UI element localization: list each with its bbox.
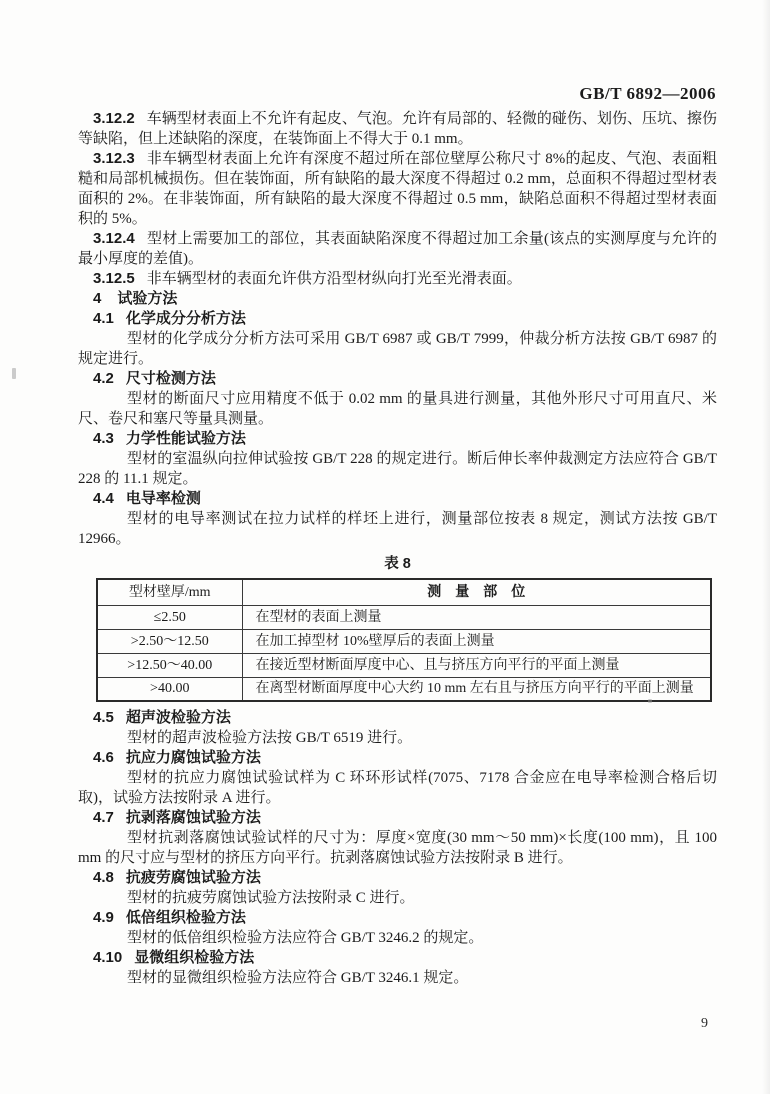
clause-paragraph — [78, 149, 717, 229]
clause-number: 3.12.4 — [93, 230, 135, 247]
chapter-number: 4 — [93, 290, 102, 307]
subclause-body: 型材的化学成分分析方法可采用 GB/T 6987 或 GB/T 7999，仲裁分析方法按 GB/T 6987 的规定进行。 — [78, 331, 717, 367]
subclause-body: 型材的抗疲劳腐蚀试验方法按附录 C 进行。 — [127, 890, 415, 906]
table-row — [97, 629, 711, 653]
clause-number: 3.12.2 — [93, 110, 135, 127]
clause-text: 车辆型材表面上不允许有起皮、气泡。允许有局部的、轻微的碰伤、划伤、压坑、擦伤等缺陷，但上述缺陷的深度，在装饰面上不得大于 0.1 mm。 — [78, 111, 717, 147]
clause-paragraph — [78, 109, 717, 149]
subclause-number: 4.6 — [93, 749, 114, 766]
subclause-title: 化学成分分析方法 — [125, 310, 246, 327]
subclause-body: 型材的室温纵向拉伸试验按 GB/T 228 的规定进行。断后伸长率仲裁测定方法应符合 GB/T 228 的 11.1 规定。 — [78, 451, 717, 487]
subclause-number: 4.2 — [93, 370, 114, 387]
subclause-number: 4.8 — [93, 869, 114, 886]
clause-text: 非车辆型材表面上允许有深度不超过所在部位壁厚公称尺寸 8%的起皮、气泡、表面粗糙和局部机械损伤。但在装饰面，所有缺陷的最大深度不得超过 0.2 mm，总面积不得超过型材表面积的 2%。在非装饰面，所有缺陷的最大深度不得超过 0.5 mm，缺陷总面积不得超过型材表面积的 5%。 — [78, 151, 717, 227]
clause-text: 型材上需要加工的部位，其表面缺陷深度不得超过加工余量(该点的实测厚度与允许的最小厚度的差值)。 — [78, 231, 717, 267]
subclause-body: 型材的抗应力腐蚀试验试样为 C 环环形试样(7075、7178 合金应在电导率检测合格后切取)，试验方法按附录 A 进行。 — [78, 770, 717, 806]
subclause-heading — [78, 748, 717, 768]
subclause-number: 4.10 — [93, 949, 123, 966]
subclause-title: 显微组织检验方法 — [134, 949, 255, 966]
table-row — [97, 677, 711, 701]
document-body — [78, 109, 717, 988]
table-cell: >12.50～40.00 — [97, 653, 242, 677]
scan-artifact-mark — [12, 368, 16, 379]
table-row — [97, 605, 711, 629]
table-cell: 在加工掉型材 10%壁厚后的表面上测量 — [242, 629, 711, 653]
clause-text: 非车辆型材的表面允许供方沿型材纵向打光至光滑表面。 — [146, 271, 522, 287]
subclause-number: 4.5 — [93, 709, 114, 726]
chapter-heading — [78, 289, 717, 309]
table-8-head — [97, 579, 711, 605]
table-col-header: 测 量 部 位 — [242, 579, 711, 605]
subclause-heading — [78, 489, 717, 509]
table-cell: ≤2.50 — [97, 605, 242, 629]
subclause-body: 型材抗剥落腐蚀试验试样的尺寸为：厚度×宽度(30 mm～50 mm)×长度(100 mm)，且 100 mm 的尺寸应与型材的挤压方向平行。抗剥落腐蚀试验方法按附录 B 进行。 — [78, 830, 717, 866]
table-cell: 在型材的表面上测量 — [242, 605, 711, 629]
table-cell: >2.50～12.50 — [97, 629, 242, 653]
subclause-title: 尺寸检测方法 — [125, 370, 216, 387]
clause-number: 3.12.5 — [93, 270, 135, 287]
subclause-body: 型材的显微组织检验方法应符合 GB/T 3246.1 规定。 — [127, 970, 469, 986]
table-cell: >40.00 — [97, 677, 242, 701]
subclause-body: 型材的超声波检验方法按 GB/T 6519 进行。 — [127, 730, 413, 746]
subclause-number: 4.1 — [93, 310, 114, 327]
subclause-body: 型材的断面尺寸应用精度不低于 0.02 mm 的量具进行测量，其他外形尺寸可用直尺、米尺、卷尺和塞尺等量具测量。 — [78, 391, 717, 427]
subclause-number: 4.3 — [93, 430, 114, 447]
subclause-number: 4.9 — [93, 909, 114, 926]
table-header-row — [97, 579, 711, 605]
clause-number: 3.12.3 — [93, 150, 135, 167]
subclause-body: 型材的低倍组织检验方法应符合 GB/T 3246.2 的规定。 — [127, 930, 484, 946]
clause-paragraph — [78, 229, 717, 269]
subclause-title: 低倍组织检验方法 — [125, 909, 246, 926]
subclause-heading — [78, 429, 717, 449]
table-cell: 在接近型材断面厚度中心、且与挤压方向平行的平面上测量 — [242, 653, 711, 677]
subclause-heading — [78, 369, 717, 389]
subclause-title: 力学性能试验方法 — [125, 430, 246, 447]
subclause-title: 电导率检测 — [125, 490, 201, 507]
scan-edge-shadow — [762, 0, 770, 1094]
subclause-title: 抗应力腐蚀试验方法 — [125, 749, 261, 766]
subclause-number: 4.4 — [93, 490, 114, 507]
subclause-heading — [78, 808, 717, 828]
chapter-title: 试验方法 — [117, 290, 178, 307]
subclause-number: 4.7 — [93, 809, 114, 826]
table-col-header: 型材壁厚/mm — [97, 579, 242, 605]
subclause-title: 抗疲劳腐蚀试验方法 — [125, 869, 261, 886]
page-number: 9 — [701, 1016, 708, 1031]
subclause-heading — [78, 708, 717, 728]
subclause-title: 超声波检验方法 — [125, 709, 231, 726]
table-caption: 表 8 — [384, 556, 411, 572]
subclause-heading — [78, 309, 717, 329]
subclause-title: 抗剥落腐蚀试验方法 — [125, 809, 261, 826]
subclause-heading — [78, 908, 717, 928]
table-8 — [96, 578, 712, 702]
standard-number-header: GB/T 6892—2006 — [579, 84, 716, 103]
subclause-body: 型材的电导率测试在拉力试样的样坯上进行，测量部位按表 8 规定，测试方法按 GB/T 12966。 — [78, 511, 717, 547]
clause-paragraph — [78, 269, 717, 289]
table-row — [97, 653, 711, 677]
subclause-heading — [78, 948, 717, 968]
table-8-body — [97, 605, 711, 701]
table-cell: 在离型材断面厚度中心大约 10 mm 左右且与挤压方向平行的平面上测量 — [242, 677, 711, 701]
scan-artifact-dot — [648, 699, 652, 703]
subclause-heading — [78, 868, 717, 888]
